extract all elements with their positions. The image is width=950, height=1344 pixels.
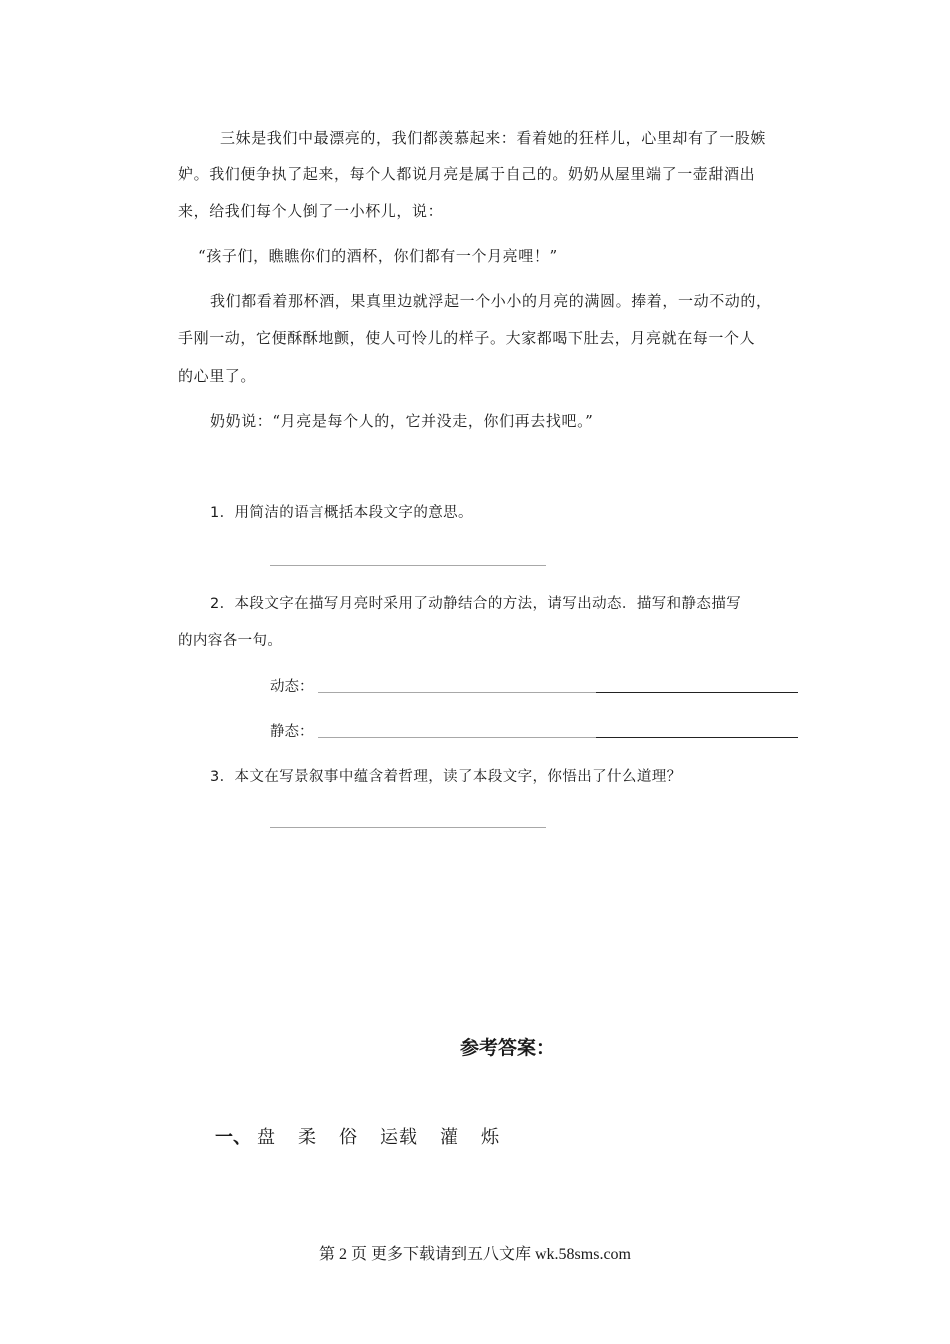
passage-line-2: 妒。我们便争执了起来，每个人都说月亮是属于自己的。奶奶从屋里端了一壶甜酒出 — [178, 165, 756, 183]
question-1: 1．用简洁的语言概括本段文字的意思。 — [210, 505, 473, 521]
answer-row-1-prefix: 一、 — [215, 1127, 251, 1148]
static-blank-light[interactable] — [318, 737, 596, 738]
answer-blank-3[interactable] — [270, 827, 546, 828]
passage-line-3: 来，给我们每个人倒了一小杯儿，说： — [178, 202, 444, 220]
static-label: 静态： — [270, 724, 314, 740]
question-3: 3．本文在写景叙事中蕴含着哲理，读了本段文字，你悟出了什么道理？ — [210, 769, 682, 785]
answer-word: 灌 — [440, 1127, 459, 1148]
answer-word: 盘 — [257, 1127, 276, 1148]
answer-row-1 — [215, 1126, 522, 1150]
page-footer: 第 2 页 更多下载请到五八文库 wk.58sms.com — [318, 1246, 631, 1263]
question-2-line-2: 的内容各一句。 — [178, 633, 283, 649]
answers-title: 参考答案： — [460, 1037, 556, 1059]
passage-line-7: 的心里了。 — [178, 367, 257, 385]
answer-word: 烁 — [481, 1127, 500, 1148]
dynamic-blank-dark[interactable] — [596, 692, 798, 693]
answer-word: 俗 — [339, 1127, 358, 1148]
passage-line-6: 手刚一动，它便酥酥地颤，使人可怜儿的样子。大家都喝下肚去，月亮就在每一个人 — [178, 329, 756, 347]
answer-word: 柔 — [298, 1127, 317, 1148]
passage-line-1: 三妹是我们中最漂亮的，我们都羡慕起来：看着她的狂样儿，心里却有了一股嫉 — [220, 129, 767, 147]
answer-word: 运载 — [380, 1127, 418, 1148]
question-2-line-1: 2．本段文字在描写月亮时采用了动静结合的方法，请写出动态．描写和静态描写 — [210, 596, 742, 612]
static-blank-dark[interactable] — [596, 737, 798, 738]
passage-line-4: “孩子们，瞧瞧你们的酒杯，你们都有一个月亮哩！” — [198, 247, 558, 265]
dynamic-blank-light[interactable] — [318, 692, 596, 693]
passage-line-8: 奶奶说：“月亮是每个人的，它并没走，你们再去找吧。” — [210, 412, 594, 430]
passage-line-5: 我们都看着那杯酒，果真里边就浮起一个小小的月亮的满圆。捧着，一动不动的， — [210, 292, 772, 310]
dynamic-label: 动态： — [270, 679, 314, 695]
answer-blank-1[interactable] — [270, 565, 546, 566]
